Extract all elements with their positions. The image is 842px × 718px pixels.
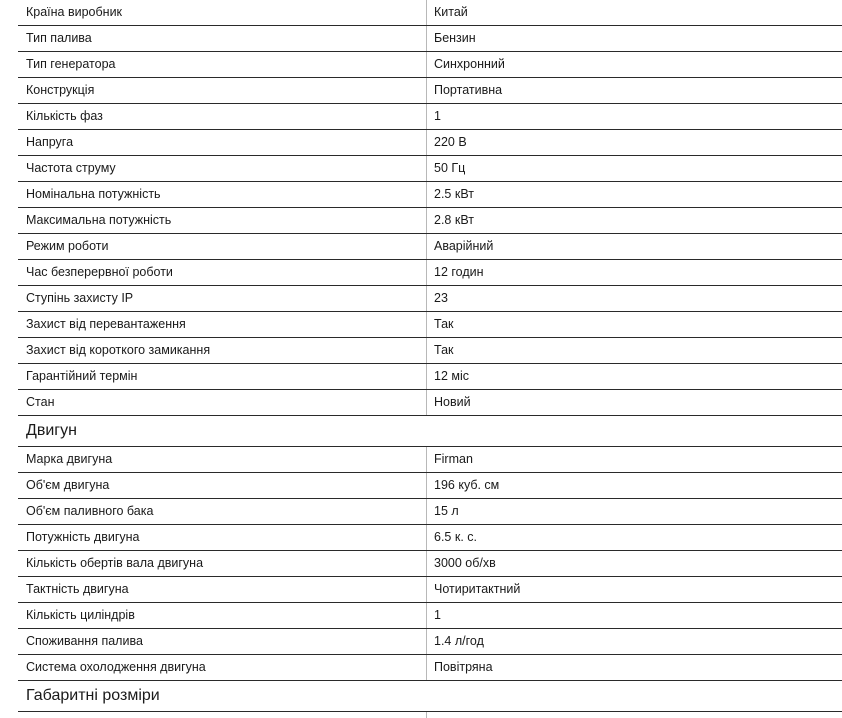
spec-name: Країна виробник — [18, 0, 427, 26]
spec-name: Об'єм паливного бака — [18, 499, 427, 525]
spec-name: Захист від короткого замикання — [18, 338, 427, 364]
spec-value: Повітряна — [427, 655, 842, 681]
spec-name: Захист від перевантаження — [18, 312, 427, 338]
spec-row — [18, 312, 842, 338]
spec-row — [18, 473, 842, 499]
spec-value: 12 годин — [427, 260, 842, 286]
spec-name: Тип генератора — [18, 52, 427, 78]
spec-row — [18, 208, 842, 234]
spec-row — [18, 447, 842, 473]
spec-row — [18, 364, 842, 390]
spec-value: 220 В — [427, 130, 842, 156]
engine-specs-table — [18, 447, 842, 681]
spec-row — [18, 260, 842, 286]
spec-value: 3000 об/хв — [427, 551, 842, 577]
spec-name: Тип палива — [18, 26, 427, 52]
spec-value: 50 Гц — [427, 156, 842, 182]
spec-name: Потужність двигуна — [18, 525, 427, 551]
spec-name: Система охолодження двигуна — [18, 655, 427, 681]
spec-value: Аварійний — [427, 234, 842, 260]
spec-value: Новий — [427, 390, 842, 416]
spec-value: 1 — [427, 104, 842, 130]
column-divider — [426, 712, 427, 718]
spec-row — [18, 655, 842, 681]
spec-name: Об'єм двигуна — [18, 473, 427, 499]
spec-value: Портативна — [427, 78, 842, 104]
spec-value: 6.5 к. с. — [427, 525, 842, 551]
spec-value: 1 — [427, 603, 842, 629]
spec-name: Кількість обертів вала двигуна — [18, 551, 427, 577]
spec-row — [18, 390, 842, 416]
spec-name: Стан — [18, 390, 427, 416]
spec-value: 23 — [427, 286, 842, 312]
spec-row — [18, 0, 842, 26]
spec-row — [18, 525, 842, 551]
spec-name: Режим роботи — [18, 234, 427, 260]
spec-row — [18, 577, 842, 603]
spec-value: Синхронний — [427, 52, 842, 78]
spec-row — [18, 603, 842, 629]
spec-row — [18, 234, 842, 260]
spec-value: 196 куб. см — [427, 473, 842, 499]
spec-name: Ступінь захисту IP — [18, 286, 427, 312]
spec-name: Тактність двигуна — [18, 577, 427, 603]
spec-value: Firman — [427, 447, 842, 473]
spec-row — [18, 156, 842, 182]
spec-name: Кількість фаз — [18, 104, 427, 130]
spec-value: 1.4 л/год — [427, 629, 842, 655]
spec-name: Споживання палива — [18, 629, 427, 655]
spec-row — [18, 52, 842, 78]
spec-row — [18, 338, 842, 364]
spec-name: Кількість циліндрів — [18, 603, 427, 629]
spec-value: Китай — [427, 0, 842, 26]
spec-row — [18, 286, 842, 312]
spec-value: Бензин — [427, 26, 842, 52]
spec-row — [18, 78, 842, 104]
general-specs-table — [18, 0, 842, 416]
spec-name: Час безперервної роботи — [18, 260, 427, 286]
spec-row — [18, 499, 842, 525]
spec-value: Чотиритактний — [427, 577, 842, 603]
spec-value: 2.8 кВт — [427, 208, 842, 234]
spec-name: Частота струму — [18, 156, 427, 182]
spec-row — [18, 104, 842, 130]
section-title-engine: Двигун — [18, 416, 842, 447]
dimensions-table-start — [18, 712, 842, 718]
spec-name: Максимальна потужність — [18, 208, 427, 234]
specifications — [18, 0, 842, 718]
spec-value: 12 міс — [427, 364, 842, 390]
spec-row — [18, 182, 842, 208]
spec-name: Конструкція — [18, 78, 427, 104]
spec-name: Номінальна потужність — [18, 182, 427, 208]
spec-row — [18, 551, 842, 577]
spec-value: Так — [427, 338, 842, 364]
spec-row — [18, 130, 842, 156]
spec-row — [18, 26, 842, 52]
spec-name: Марка двигуна — [18, 447, 427, 473]
spec-name: Гарантійний термін — [18, 364, 427, 390]
spec-value: 2.5 кВт — [427, 182, 842, 208]
spec-row — [18, 629, 842, 655]
spec-name: Напруга — [18, 130, 427, 156]
section-title-dimensions: Габаритні розміри — [18, 681, 842, 712]
spec-value: Так — [427, 312, 842, 338]
spec-value: 15 л — [427, 499, 842, 525]
